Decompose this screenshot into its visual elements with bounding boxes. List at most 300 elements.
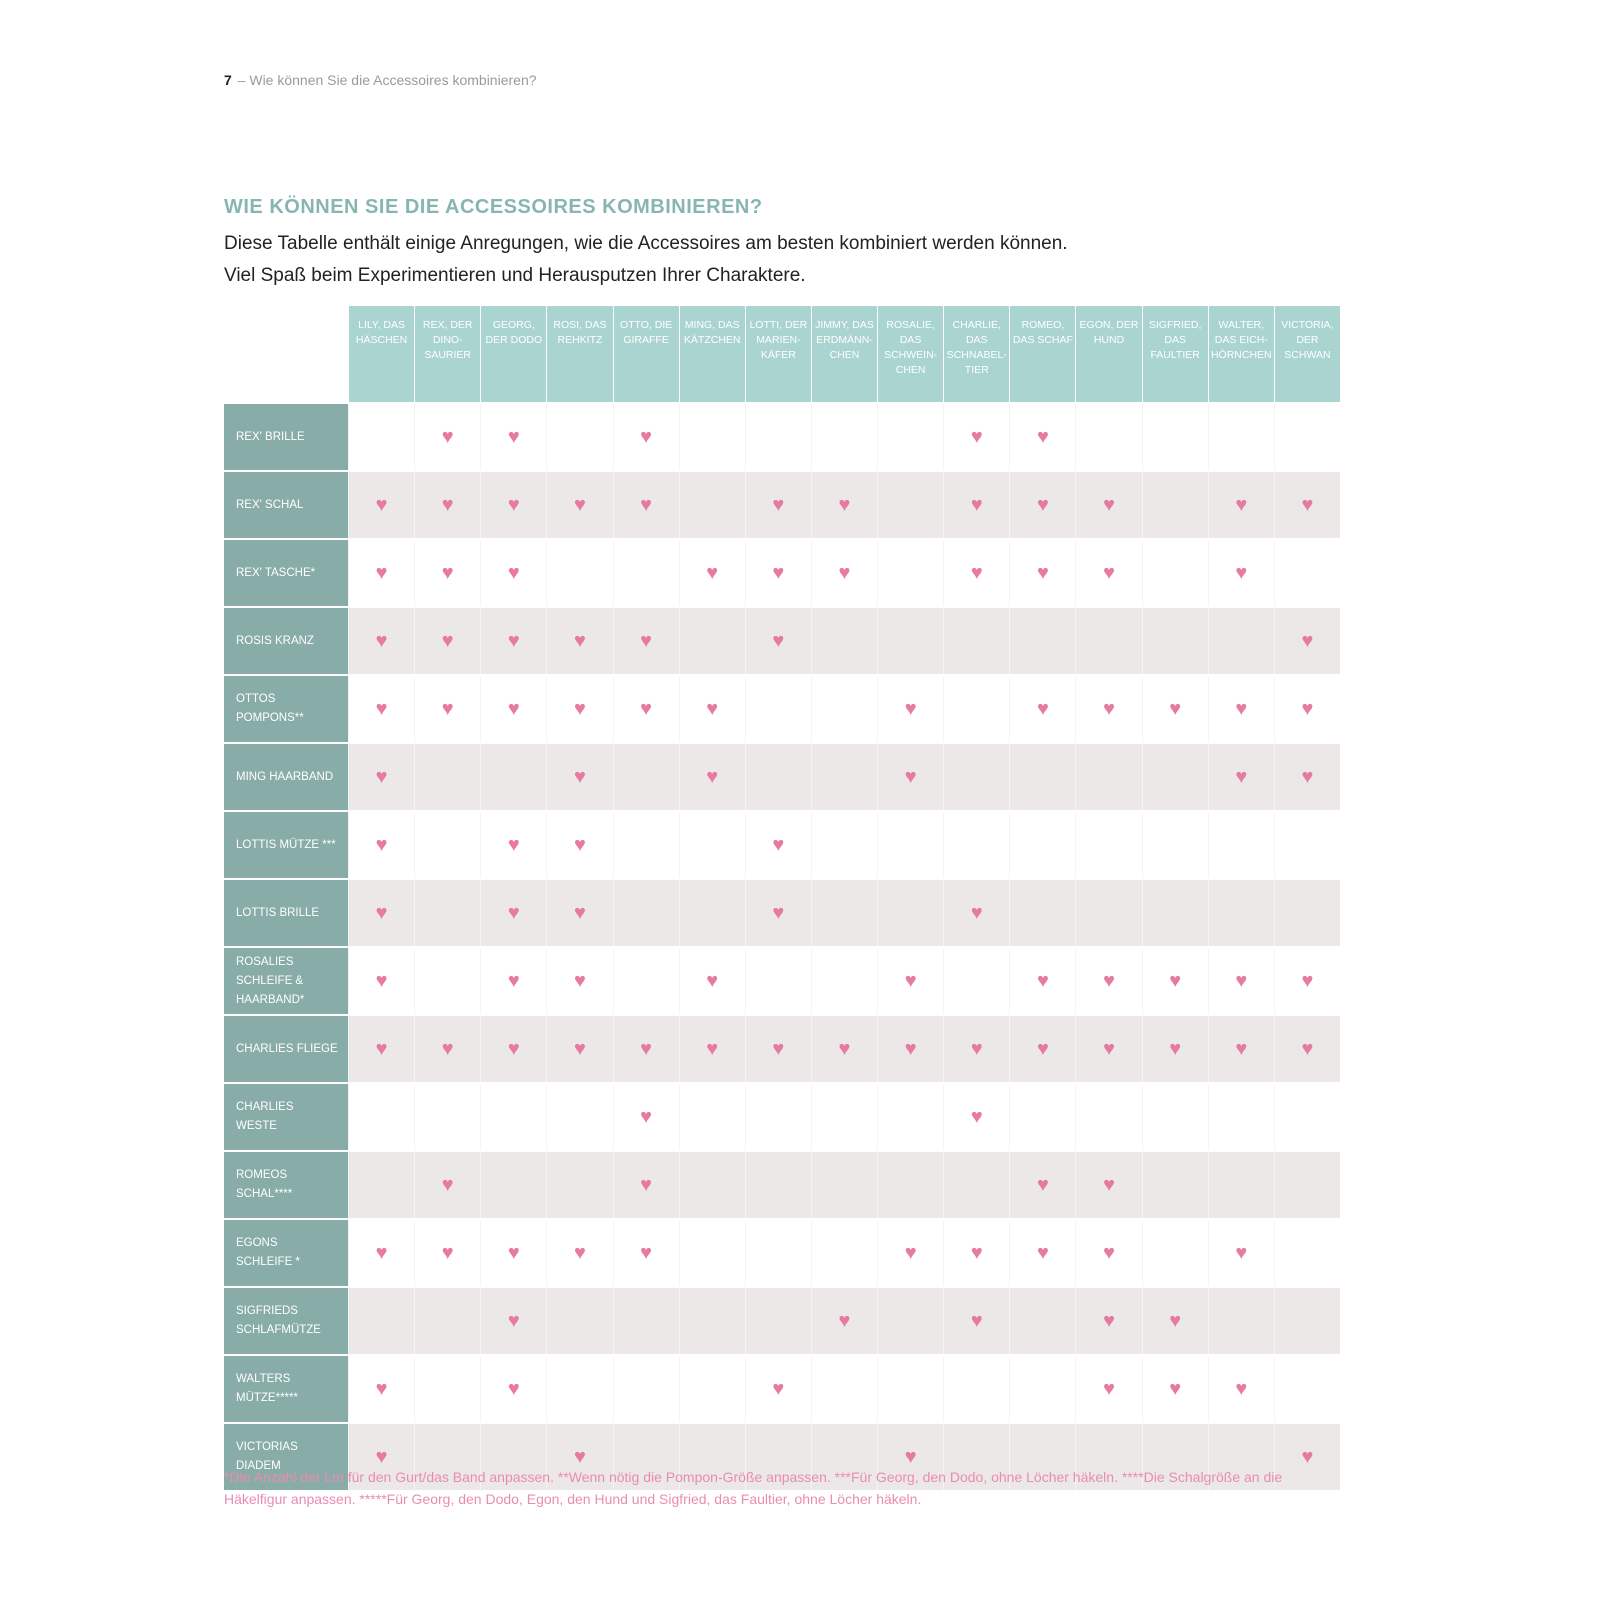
table-cell [414,608,480,674]
table-cell [480,1220,546,1286]
table-row [224,606,1340,674]
row-header: CHARLIES WESTE [224,1084,348,1150]
heart-icon: ♥ [640,426,653,448]
heart-icon: ♥ [904,1446,917,1468]
heart-icon: ♥ [375,834,388,856]
table-cell [613,1084,679,1150]
heart-icon: ♥ [1235,698,1248,720]
table-cell [679,472,745,538]
table-cell [679,1084,745,1150]
table-cell [811,880,877,946]
table-cell [613,744,679,810]
heart-icon: ♥ [904,1242,917,1264]
table-cell [943,1016,1009,1082]
heart-icon: ♥ [970,1242,983,1264]
table-cell [613,948,679,1014]
table-cell [1208,1152,1274,1218]
heart-icon: ♥ [507,562,520,584]
column-header: ROSI, DAS REHKITZ [546,306,612,402]
table-cell [546,1084,612,1150]
row-header: WALTERS MÜTZE***** [224,1356,348,1422]
table-cell [1274,540,1340,606]
table-cell [943,812,1009,878]
table-cell [1208,676,1274,742]
table-cell [480,1356,546,1422]
heart-icon: ♥ [706,562,719,584]
column-header: CHARLIE, DAS SCHNABEL-TIER [943,306,1009,402]
table-cell [1274,948,1340,1014]
column-header: REX, DER DINO-SAURIER [414,306,480,402]
heart-icon: ♥ [1301,494,1314,516]
table-cell [1274,472,1340,538]
heart-icon: ♥ [574,970,586,992]
table-cell [414,1016,480,1082]
heart-icon: ♥ [1036,562,1049,584]
heart-icon: ♥ [507,902,520,924]
running-head-text: – Wie können Sie die Accessoires kombinieren? [233,72,537,88]
table-cell [348,1288,414,1354]
table-cell [877,472,943,538]
row-header: ROMEOS SCHAL**** [224,1152,348,1218]
table-cell [414,540,480,606]
table-cell [348,744,414,810]
table-cell [679,404,745,470]
table-cell [414,812,480,878]
table-cell [546,880,612,946]
heart-icon: ♥ [772,834,785,856]
table-cell [1274,404,1340,470]
table-cell [1075,472,1141,538]
heart-icon: ♥ [375,766,388,788]
heart-icon: ♥ [1036,1038,1049,1060]
table-cell [1009,472,1075,538]
table-row [224,810,1340,878]
table-cell [480,948,546,1014]
table-cell [546,1288,612,1354]
table-cell [1274,1288,1340,1354]
heart-icon: ♥ [507,630,520,652]
table-cell [877,948,943,1014]
table-cell [348,1152,414,1218]
intro-line: Diese Tabelle enthält einige Anregungen, wie die Accessoires am besten kombiniert werden können. [224,233,1068,254]
table-cell [1075,540,1141,606]
table-cell [1142,1084,1208,1150]
table-cell [480,540,546,606]
table-row [224,1150,1340,1218]
table-cell [811,472,877,538]
column-header: OTTO, DIE GIRAFFE [613,306,679,402]
heart-icon: ♥ [1301,970,1314,992]
column-header: LOTTI, DER MARIEN-KÄFER [745,306,811,402]
table-cell [877,676,943,742]
heart-icon: ♥ [838,1310,851,1332]
table-cell [679,1356,745,1422]
heart-icon: ♥ [375,1378,388,1400]
table-cell [414,1356,480,1422]
heart-icon: ♥ [706,1038,719,1060]
table-cell [348,676,414,742]
table-cell [1274,1084,1340,1150]
table-cell [1208,1220,1274,1286]
table-cell [1009,1288,1075,1354]
heart-icon: ♥ [904,970,917,992]
heart-icon: ♥ [507,1378,520,1400]
table-cell [1075,1084,1141,1150]
heart-icon: ♥ [441,630,454,652]
table-cell [546,1016,612,1082]
table-cell [877,1356,943,1422]
row-header: LOTTIS MÜTZE *** [224,812,348,878]
table-cell [745,472,811,538]
heart-icon: ♥ [1235,970,1248,992]
table-cell [745,880,811,946]
table-cell [679,880,745,946]
table-cell [613,1016,679,1082]
table-cell [679,812,745,878]
heart-icon: ♥ [507,834,520,856]
table-cell [1274,812,1340,878]
table-cell [1208,1016,1274,1082]
table-cell [943,676,1009,742]
table-cell [877,744,943,810]
heart-icon: ♥ [1103,1310,1115,1332]
heart-icon: ♥ [574,698,586,720]
table-row [224,1082,1340,1150]
table-cell [811,1288,877,1354]
table-cell [877,1084,943,1150]
table-cell [745,948,811,1014]
table-cell [943,608,1009,674]
table-cell [943,948,1009,1014]
heart-icon: ♥ [706,970,719,992]
table-row [224,1286,1340,1354]
table-cell [1208,812,1274,878]
row-header: REX' SCHAL [224,472,348,538]
column-header: EGON, DER HUND [1075,306,1141,402]
table-cell [811,404,877,470]
table-cell [348,472,414,538]
heart-icon: ♥ [1103,1378,1115,1400]
table-cell [745,1152,811,1218]
footnote: *Die Anzahl der Lm für den Gurt/das Band anpassen. **Wenn nötig die Pompon-Größe anpassen. ***Für Georg, den Dodo, ohne Löcher häkeln. ****Die Schalgröße an die Häkelfigur anpassen. *****Für Georg, den Dodo, Egon, den Hund und Sigfried, das Faultier, ohne Löcher häkeln. [224,1469,1283,1507]
table-cell [745,1016,811,1082]
table-cell [943,1288,1009,1354]
table-cell [613,880,679,946]
heart-icon: ♥ [507,1310,520,1332]
table-cell [1075,404,1141,470]
table-cell [480,404,546,470]
heart-icon: ♥ [1103,970,1115,992]
heart-icon: ♥ [1301,1038,1314,1060]
heart-icon: ♥ [1103,562,1115,584]
table-cell [1208,472,1274,538]
table-cell [1208,948,1274,1014]
table-cell [613,608,679,674]
row-header: VICTORIAS DIADEM [224,1424,348,1490]
table-cell [1142,540,1208,606]
table-cell [745,744,811,810]
table-cell [1009,1220,1075,1286]
table-cell [1075,608,1141,674]
heart-icon: ♥ [574,630,586,652]
table-cell [414,948,480,1014]
table-corner [224,306,348,402]
table-cell [943,472,1009,538]
table-cell [546,1152,612,1218]
heart-icon: ♥ [970,1310,983,1332]
table-cell [943,880,1009,946]
heart-icon: ♥ [507,698,520,720]
table-cell [1274,608,1340,674]
column-header: JIMMY, DAS ERDMÄNN-CHEN [811,306,877,402]
table-cell [480,1016,546,1082]
table-cell [1009,1356,1075,1422]
table-cell [480,880,546,946]
heart-icon: ♥ [772,562,785,584]
heart-icon: ♥ [1103,698,1115,720]
row-header: LOTTIS BRILLE [224,880,348,946]
table-cell [1142,472,1208,538]
heart-icon: ♥ [507,1242,520,1264]
table-cell [811,676,877,742]
table-cell [1208,744,1274,810]
table-cell [745,812,811,878]
table-cell [1009,1084,1075,1150]
table-row [224,470,1340,538]
table-cell [546,948,612,1014]
table-cell [546,812,612,878]
heart-icon: ♥ [1235,766,1248,788]
heart-icon: ♥ [441,494,454,516]
table-cell [1009,540,1075,606]
table-cell [877,540,943,606]
table-cell [943,404,1009,470]
heart-icon: ♥ [1036,426,1049,448]
heart-icon: ♥ [970,426,983,448]
table-cell [348,880,414,946]
table-cell [546,404,612,470]
heart-icon: ♥ [1301,766,1314,788]
table-cell [1075,1016,1141,1082]
table-cell [414,1152,480,1218]
table-cell [1142,1152,1208,1218]
heart-icon: ♥ [1036,970,1049,992]
table-cell [943,1152,1009,1218]
table-cell [414,1220,480,1286]
row-header: REX' TASCHE* [224,540,348,606]
column-header: VICTORIA, DER SCHWAN [1274,306,1340,402]
heart-icon: ♥ [507,426,520,448]
table-cell [480,1152,546,1218]
table-row [224,742,1340,810]
table-cell [1208,1288,1274,1354]
table-cell [943,1220,1009,1286]
table-cell [877,1016,943,1082]
table-cell [1142,608,1208,674]
table-cell [811,1220,877,1286]
heart-icon: ♥ [1235,1038,1248,1060]
heart-icon: ♥ [706,698,719,720]
heart-icon: ♥ [1103,1174,1115,1196]
table-cell [811,812,877,878]
table-cell [1009,880,1075,946]
table-cell [1075,676,1141,742]
heart-icon: ♥ [375,562,388,584]
table-cell [1142,676,1208,742]
table-cell [613,1152,679,1218]
table-cell [348,1016,414,1082]
table-cell [613,472,679,538]
table-cell [1075,1288,1141,1354]
heart-icon: ♥ [970,1106,983,1128]
table-row [224,1354,1340,1422]
heart-icon: ♥ [1169,1378,1182,1400]
heart-icon: ♥ [574,766,586,788]
table-cell [1208,608,1274,674]
heart-icon: ♥ [375,698,388,720]
row-header: EGONS SCHLEIFE * [224,1220,348,1286]
table-cell [1075,744,1141,810]
table-cell [1208,540,1274,606]
row-header: SIGFRIEDS SCHLAFMÜTZE [224,1288,348,1354]
table-cell [546,472,612,538]
table-cell [480,744,546,810]
table-cell [613,404,679,470]
heart-icon: ♥ [1235,1242,1248,1264]
table-cell [745,540,811,606]
table-cell [546,1356,612,1422]
table-cell [1274,1152,1340,1218]
table-cell [745,1084,811,1150]
table-cell [811,540,877,606]
heart-icon: ♥ [574,1242,586,1264]
table-cell [414,1288,480,1354]
table-cell [1142,744,1208,810]
table-cell [1009,1016,1075,1082]
table-cell [1208,1356,1274,1422]
table-cell [546,744,612,810]
table-cell [1009,812,1075,878]
column-header: GEORG, DER DODO [480,306,546,402]
intro-line: Viel Spaß beim Experimentieren und Herausputzen Ihrer Charaktere. [224,265,806,286]
table-cell [613,540,679,606]
table-cell [1274,676,1340,742]
heart-icon: ♥ [1036,494,1049,516]
table-cell [877,1220,943,1286]
column-header: LILY, DAS HÄSCHEN [348,306,414,402]
table-cell [348,540,414,606]
table-cell [1274,880,1340,946]
table-cell [679,744,745,810]
table-cell [1075,948,1141,1014]
table-cell [943,744,1009,810]
table-cell [348,812,414,878]
table-row [224,1014,1340,1082]
heart-icon: ♥ [375,1446,388,1468]
heart-icon: ♥ [1235,494,1248,516]
table-cell [745,676,811,742]
table-cell [1142,812,1208,878]
table-cell [613,1220,679,1286]
heart-icon: ♥ [1169,1310,1182,1332]
heart-icon: ♥ [1235,1378,1248,1400]
section-title: WIE KÖNNEN SIE DIE ACCESSOIRES KOMBINIEREN? [224,196,763,218]
table-cell [1208,880,1274,946]
heart-icon: ♥ [1103,494,1115,516]
heart-icon: ♥ [838,1038,851,1060]
row-header: ROSIS KRANZ [224,608,348,674]
heart-icon: ♥ [772,1038,785,1060]
table-cell [1009,1152,1075,1218]
heart-icon: ♥ [375,970,388,992]
heart-icon: ♥ [1235,562,1248,584]
table-cell [613,812,679,878]
table-cell [480,472,546,538]
table-cell [1009,744,1075,810]
heart-icon: ♥ [441,698,454,720]
heart-icon: ♥ [574,902,586,924]
table-cell [679,540,745,606]
column-header: ROMEO, DAS SCHAF [1009,306,1075,402]
column-header: ROSALIE, DAS SCHWEIN-CHEN [877,306,943,402]
column-header: WALTER, DAS EICH-HÖRNCHEN [1208,306,1274,402]
heart-icon: ♥ [1301,630,1314,652]
heart-icon: ♥ [1036,1174,1049,1196]
heart-icon: ♥ [574,1446,586,1468]
table-cell [480,608,546,674]
column-header: MING, DAS KÄTZCHEN [679,306,745,402]
table-cell [811,1152,877,1218]
heart-icon: ♥ [574,1038,586,1060]
table-cell [745,608,811,674]
table-cell [414,880,480,946]
table-cell [1274,1356,1340,1422]
table-header-row [224,306,1340,402]
heart-icon: ♥ [640,698,653,720]
table-cell [348,948,414,1014]
table-cell [1075,1356,1141,1422]
heart-icon: ♥ [970,562,983,584]
table-cell [1142,1016,1208,1082]
table-cell [679,1152,745,1218]
heart-icon: ♥ [772,494,785,516]
heart-icon: ♥ [640,630,653,652]
table-cell [348,1220,414,1286]
heart-icon: ♥ [1169,970,1182,992]
intro-text [224,228,1068,292]
table-cell [679,1288,745,1354]
table-cell [546,540,612,606]
table-cell [679,1016,745,1082]
table-cell [877,1288,943,1354]
table-cell [348,1084,414,1150]
table-cell [414,676,480,742]
heart-icon: ♥ [640,494,653,516]
table-cell [745,404,811,470]
heart-icon: ♥ [441,1038,454,1060]
row-header: ROSALIES SCHLEIFE & HAARBAND* [224,948,348,1014]
heart-icon: ♥ [441,426,454,448]
heart-icon: ♥ [441,1174,454,1196]
table-row [224,878,1340,946]
table-cell [811,1016,877,1082]
table-cell [1075,1220,1141,1286]
heart-icon: ♥ [772,1378,785,1400]
table-cell [679,676,745,742]
heart-icon: ♥ [574,834,586,856]
heart-icon: ♥ [640,1038,653,1060]
table-cell [1075,812,1141,878]
